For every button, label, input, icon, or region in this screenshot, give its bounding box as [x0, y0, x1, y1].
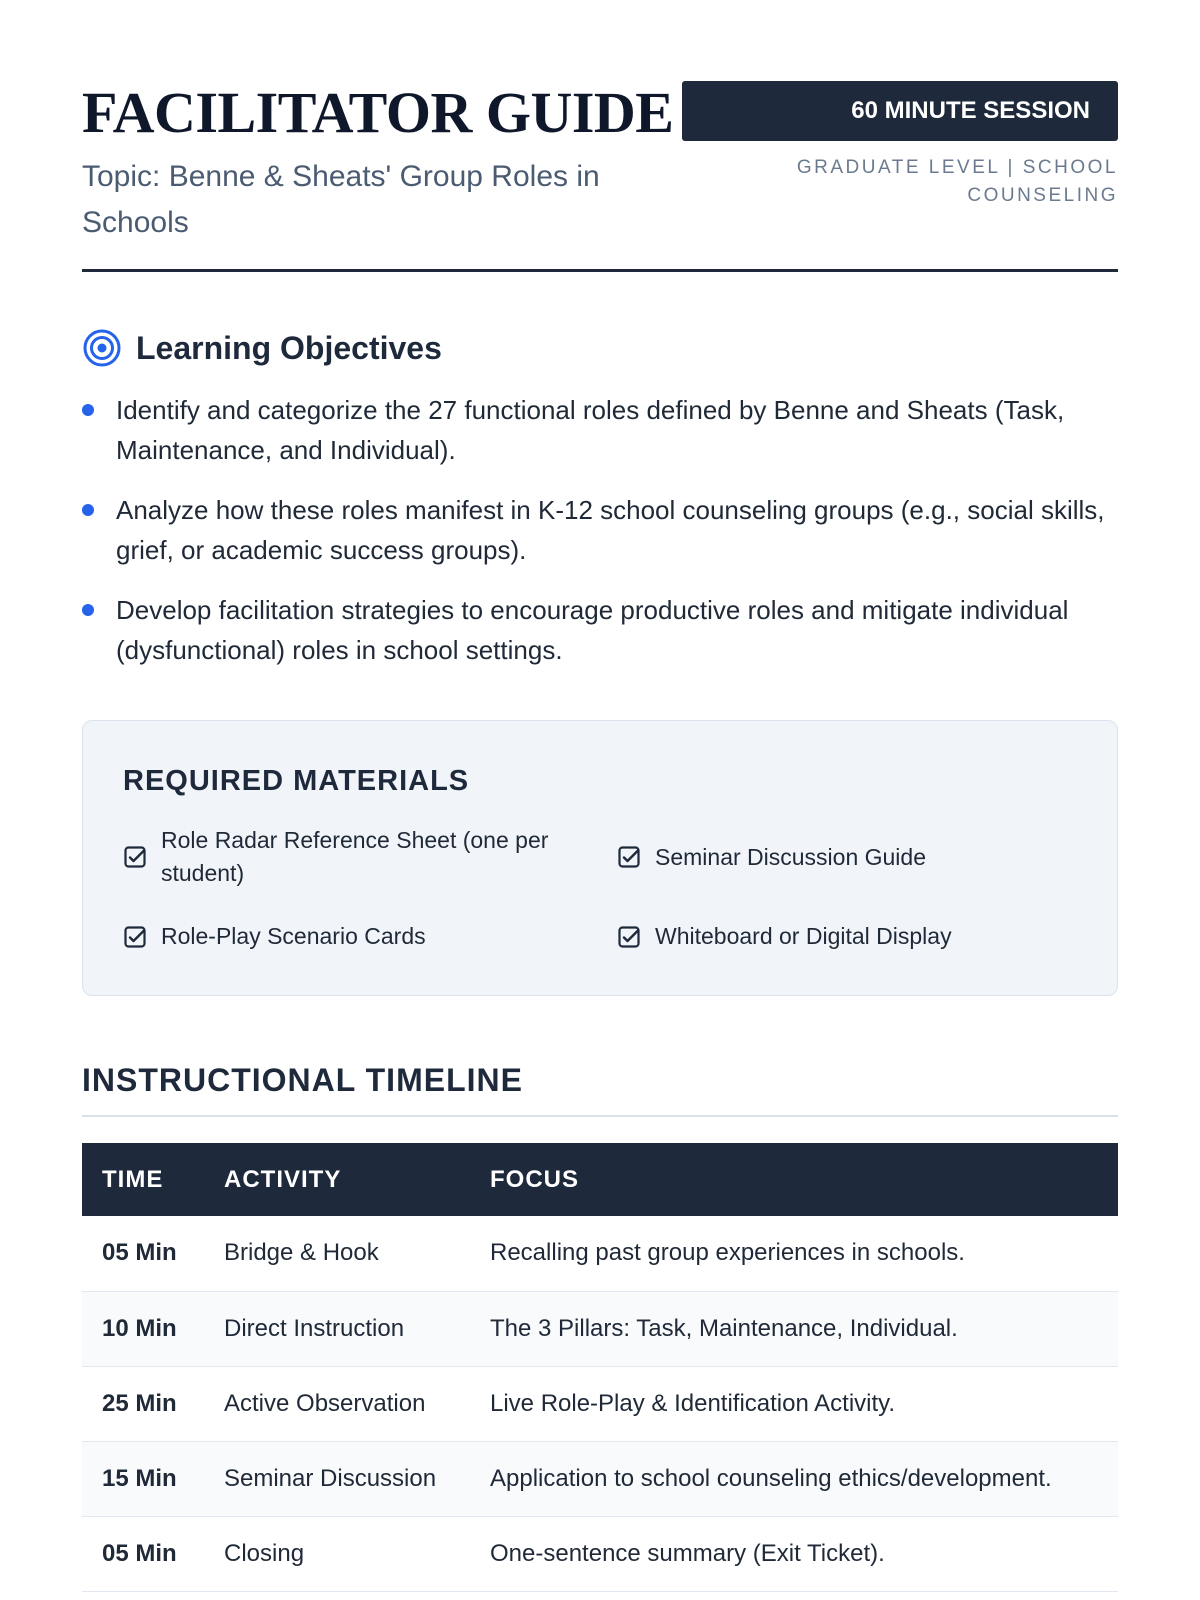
objectives-title: Learning Objectives: [136, 329, 442, 366]
timeline-title: INSTRUCTIONAL TIMELINE: [82, 1062, 1118, 1117]
cell-time: 10 Min: [82, 1291, 204, 1366]
table-row: [82, 1366, 1118, 1441]
objective-item: [82, 590, 1118, 670]
objective-text: Analyze how these roles manifest in K-12 school counseling groups (e.g., social skills, grief, or academic success groups).: [116, 495, 1105, 565]
cell-focus: One-sentence summary (Exit Ticket).: [470, 1516, 1118, 1591]
table-row: [82, 1516, 1118, 1591]
materials-list: [123, 824, 1077, 953]
checkbox-checked-icon: [617, 845, 641, 869]
topic-subtitle: Topic: Benne & Sheats' Group Roles in Schools: [82, 160, 600, 239]
cell-time: 15 Min: [82, 1441, 204, 1516]
objectives-heading: [82, 328, 1118, 368]
cell-activity: Active Observation: [204, 1366, 470, 1441]
column-header-focus: FOCUS: [490, 1165, 579, 1193]
cell-focus: Application to school counseling ethics/development.: [470, 1441, 1118, 1516]
materials-title: REQUIRED MATERIALS: [123, 765, 470, 797]
cell-activity: Closing: [204, 1516, 470, 1591]
cell-time: 25 Min: [82, 1366, 204, 1441]
checkbox-checked-icon: [123, 845, 147, 869]
material-text: Whiteboard or Digital Display: [655, 923, 952, 949]
cell-activity: Direct Instruction: [204, 1291, 470, 1366]
cell-focus: The 3 Pillars: Task, Maintenance, Individual.: [470, 1291, 1118, 1366]
required-materials-panel: [82, 720, 1118, 996]
material-item: [123, 824, 617, 890]
table-header-row: [82, 1143, 1118, 1216]
bullet-dot-icon: [82, 404, 94, 416]
cell-activity: Seminar Discussion: [204, 1441, 470, 1516]
cell-activity: Bridge & Hook: [204, 1216, 470, 1291]
session-duration-label: 60 MINUTE SESSION: [851, 97, 1090, 124]
material-text: Role Radar Reference Sheet (one per student): [161, 827, 549, 886]
checkbox-checked-icon: [617, 925, 641, 949]
material-text: Role-Play Scenario Cards: [161, 923, 426, 949]
column-header-time: TIME: [102, 1165, 164, 1193]
session-duration-badge: [682, 81, 1118, 141]
cell-time: 05 Min: [82, 1516, 204, 1591]
table-row: [82, 1216, 1118, 1291]
material-text: Seminar Discussion Guide: [655, 843, 927, 870]
page-title: FACILITATOR GUIDE: [82, 80, 674, 145]
cell-focus: Recalling past group experiences in schools.: [470, 1216, 1118, 1291]
material-item: [617, 824, 1077, 890]
table-header: [82, 1143, 1118, 1216]
table-body: [82, 1216, 1118, 1591]
learning-objectives-section: [82, 272, 1118, 670]
objective-text: Develop facilitation strategies to encourage productive roles and mitigate individual (dysfunctional) roles in school settings.: [116, 595, 1069, 665]
column-header-activity: ACTIVITY: [224, 1165, 342, 1193]
target-icon: [82, 328, 122, 368]
instructional-timeline-table: [82, 1143, 1118, 1592]
objectives-list: [82, 390, 1118, 670]
course-level-label: GRADUATE LEVEL | SCHOOL COUNSELING: [796, 157, 1118, 206]
material-item: [123, 920, 617, 953]
objective-item: [82, 490, 1118, 570]
cell-focus: Live Role-Play & Identification Activity.: [470, 1366, 1118, 1441]
objective-text: Identify and categorize the 27 functional roles defined by Benne and Sheats (Task, Maintenance, and Individual).: [116, 395, 1065, 465]
objective-item: [82, 390, 1118, 470]
bullet-dot-icon: [82, 604, 94, 616]
table-row: [82, 1441, 1118, 1516]
checkbox-checked-icon: [123, 925, 147, 949]
cell-time: 05 Min: [82, 1216, 204, 1291]
material-item: [617, 920, 1077, 953]
table-row: [82, 1291, 1118, 1366]
bullet-dot-icon: [82, 504, 94, 516]
guide-header: [82, 0, 1118, 272]
